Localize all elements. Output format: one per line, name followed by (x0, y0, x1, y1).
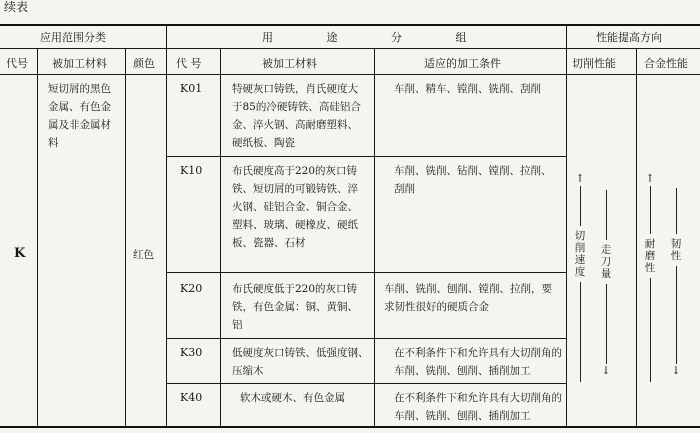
row-k30-code: K30 (180, 346, 203, 359)
header-color: 颜色 (133, 57, 155, 70)
row-k10-code: K10 (180, 164, 203, 177)
header-scope: 应用范围分类 (40, 31, 106, 44)
header-code: 代号 (6, 57, 28, 70)
main-code: K (14, 246, 26, 261)
arrow-shaft-speed (580, 186, 581, 226)
header-alloy: 合金性能 (644, 57, 688, 70)
col-rule-cutting (636, 48, 637, 426)
header-mid-rule (0, 48, 700, 49)
col-rule-submaterial (374, 48, 375, 426)
row-k10-material: 布氏硬度高于220的灰口铸铁、短切屑的可锻铸铁、淬火钢、硅铝合金、铜合金、塑料、玻璃、硬橡皮、硬纸板、瓷器、石材 (232, 165, 358, 249)
arrow-up-wear-icon: ↑ (645, 172, 655, 185)
arrow-shaft-tough-upper (676, 188, 677, 234)
header-cutting: 切削性能 (572, 57, 616, 70)
row-rule-k01 (166, 156, 566, 157)
arrow-shaft-wear (650, 186, 651, 234)
arrow-shaft-speed-lower (580, 282, 581, 382)
table-top-rule (0, 24, 700, 26)
arrow-down-feed-icon: ↓ (601, 364, 611, 377)
main-material: 短切屑的黑色金属、有色金属及非金属材料 (48, 83, 111, 149)
col-rule-scope (166, 24, 167, 426)
header-direction: 性能提高方向 (596, 31, 662, 44)
row-k40-material: 软木或硬木、有色金属 (240, 392, 345, 404)
col-rule-material (125, 48, 126, 426)
col-rule-code (37, 48, 38, 426)
arrow-shaft-tough (676, 266, 677, 364)
row-k30-material: 低硬度灰口铸铁、低强度钢、压缩木 (232, 347, 369, 377)
row-k20-material: 布氏硬度低于220的灰口铸铁，有色金属：铜、黄铜、铝 (232, 283, 358, 331)
row-k40-code: K40 (180, 391, 203, 404)
label-feed: 走刀量 (600, 244, 612, 280)
row-rule-k30 (166, 383, 566, 384)
label-tough: 韧性 (670, 238, 682, 262)
header-material: 被加工材料 (52, 57, 107, 70)
header-usage: 用 途 分 组 (262, 31, 467, 44)
arrow-shaft-wear-lower (650, 278, 651, 382)
row-k10-conditions: 车削、铣削、钻削、镗削、拉削、刮削 (394, 165, 552, 195)
row-k40-conditions: 在不利条件下和允许具有大切削角的车削、铣削、刨削、插削加工 (394, 392, 562, 422)
header-sub-material: 被加工材料 (262, 57, 317, 70)
header-conditions: 适应的加工条件 (424, 57, 501, 70)
arrow-shaft-feed (606, 284, 607, 364)
row-k20-code: K20 (180, 282, 203, 295)
row-k01-material: 特硬灰口铸铁，肖氏硬度大于85的冷硬铸铁、高硅铝合金、淬火钢、高耐磨塑料、硬纸板、陶瓷 (232, 83, 361, 149)
arrow-down-tough-icon: ↓ (671, 364, 681, 377)
main-color: 红色 (133, 249, 154, 261)
col-rule-subcode (220, 48, 221, 426)
arrow-up-speed-icon: ↑ (575, 172, 585, 185)
label-cutting-speed: 切削速度 (574, 230, 586, 278)
row-k01-code: K01 (180, 82, 203, 95)
row-rule-k10 (166, 272, 566, 273)
row-k20-conditions: 车削、铣削、刨削、镗削、拉削，要求韧性很好的硬质合金 (384, 283, 552, 313)
row-rule-k20 (166, 338, 566, 339)
header-bottom-rule (0, 74, 700, 75)
table-caption: 续表 (4, 0, 29, 14)
arrow-shaft-feed-upper (606, 190, 607, 240)
header-sub-code: 代 号 (176, 57, 202, 70)
col-rule-usage (566, 24, 567, 426)
label-wear: 耐磨性 (644, 238, 656, 274)
row-k01-conditions: 车削、精车、镗削、铣削、刮削 (394, 83, 541, 95)
row-k30-conditions: 在不利条件下和允许具有大切削角的车削、铣削、刨削、插削加工 (394, 347, 562, 377)
table-bottom-rule (0, 426, 700, 428)
